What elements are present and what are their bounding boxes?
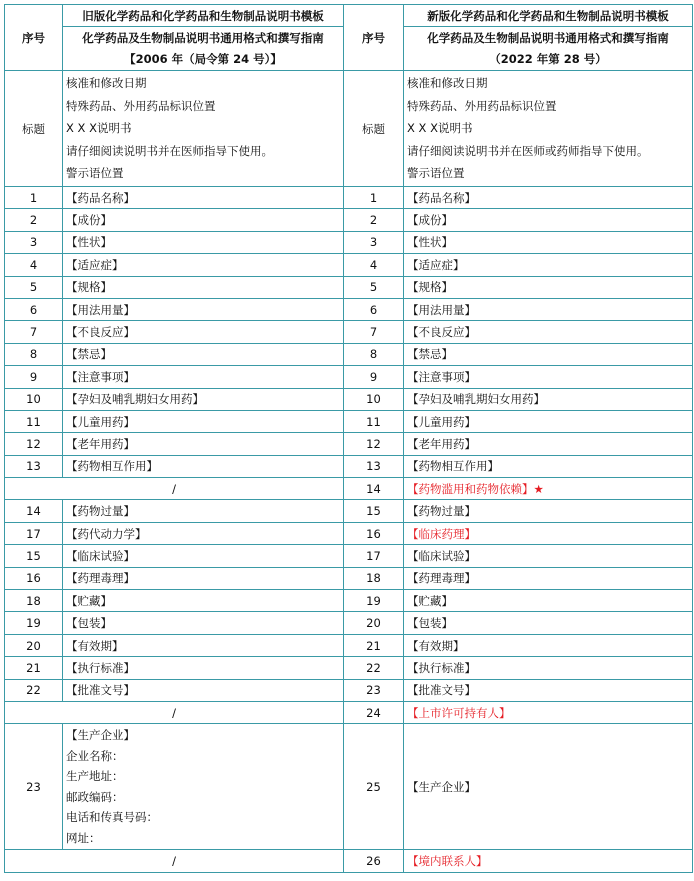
table-row (5, 701, 693, 723)
header-new-title-1: 新版化学药品和化学药品和生物制品说明书模板 (404, 5, 693, 27)
table-row (5, 478, 693, 500)
title-lines-old (63, 71, 344, 187)
new-seq-number: 13 (344, 455, 404, 477)
header-seq-new: 序号 (344, 5, 404, 71)
table-row (5, 522, 693, 544)
new-section-name: 【临床药理】 (404, 522, 693, 544)
old-section-name: 【贮藏】 (63, 590, 344, 612)
new-section-name: 【生产企业】 (404, 724, 693, 850)
new-seq-number: 25 (344, 724, 404, 850)
new-section-name: 【药理毒理】 (404, 567, 693, 589)
old-section-name: 【药代动力学】 (63, 522, 344, 544)
title-line: 警示语位置 (407, 166, 465, 181)
table-row (5, 850, 693, 872)
new-seq-number: 8 (344, 343, 404, 365)
old-section-name: 【适应症】 (63, 254, 344, 276)
old-section-name: 【用法用量】 (63, 298, 344, 320)
title-line: X X X说明书 (407, 121, 473, 136)
old-seq-number: 1 (5, 187, 63, 209)
new-section-name: 【临床试验】 (404, 545, 693, 567)
old-seq-number: 4 (5, 254, 63, 276)
new-seq-number: 11 (344, 410, 404, 432)
old-seq-number: 8 (5, 343, 63, 365)
old-seq-number: 7 (5, 321, 63, 343)
table-row (5, 500, 693, 522)
old-seq-number: 19 (5, 612, 63, 634)
producer-line: 企业名称： (66, 748, 124, 763)
old-section-name: 【性状】 (63, 231, 344, 253)
new-seq-number: 23 (344, 679, 404, 701)
new-section-name: 【批准文号】 (404, 679, 693, 701)
old-seq-number: 15 (5, 545, 63, 567)
title-label-new: 标题 (344, 71, 404, 187)
new-seq-number: 3 (344, 231, 404, 253)
new-section-name: 【用法用量】 (404, 298, 693, 320)
old-seq-number: 22 (5, 679, 63, 701)
table-row (5, 455, 693, 477)
old-section-name: 【药品名称】 (63, 187, 344, 209)
old-seq-number: 21 (5, 657, 63, 679)
new-seq-number: 22 (344, 657, 404, 679)
table-row (5, 634, 693, 656)
title-line: X X X说明书 (66, 121, 132, 136)
title-line: 核准和修改日期 (66, 76, 147, 91)
new-section-name: 【成份】 (404, 209, 693, 231)
new-section-name: 【孕妇及哺乳期妇女用药】 (404, 388, 693, 410)
old-seq-number: 11 (5, 410, 63, 432)
old-section-name: 【执行标准】 (63, 657, 344, 679)
old-section-name: 【规格】 (63, 276, 344, 298)
header-old-title-1: 旧版化学药品和化学药品和生物制品说明书模板 (63, 5, 344, 27)
new-seq-number: 24 (344, 701, 404, 723)
merged-old-empty: / (5, 850, 344, 872)
table-row (5, 209, 693, 231)
old-seq-number: 20 (5, 634, 63, 656)
title-line: 请仔细阅读说明书并在医师或药师指导下使用。 (407, 143, 649, 158)
new-seq-number: 20 (344, 612, 404, 634)
table-row (5, 433, 693, 455)
new-seq-number: 4 (344, 254, 404, 276)
producer-line: 生产地址： (66, 769, 124, 784)
table-row (5, 612, 693, 634)
old-seq-number: 18 (5, 590, 63, 612)
new-section-name: 【上市许可持有人】 (404, 701, 693, 723)
new-seq-number: 14 (344, 478, 404, 500)
old-seq-number: 16 (5, 567, 63, 589)
old-section-name: 【包装】 (63, 612, 344, 634)
new-seq-number: 9 (344, 366, 404, 388)
title-line: 特殊药品、外用药品标识位置 (407, 98, 557, 113)
new-section-name: 【境内联系人】 (404, 850, 693, 872)
old-section-name: 【老年用药】 (63, 433, 344, 455)
header-new-title-3: （2022 年第 28 号） (404, 49, 693, 71)
new-section-name: 【注意事项】 (404, 366, 693, 388)
table-row (5, 590, 693, 612)
old-section-name: 【药理毒理】 (63, 567, 344, 589)
old-seq-number: 12 (5, 433, 63, 455)
old-producer-lines (63, 724, 344, 850)
old-seq-number: 6 (5, 298, 63, 320)
old-seq-number: 5 (5, 276, 63, 298)
old-section-name: 【有效期】 (63, 634, 344, 656)
table-row (5, 545, 693, 567)
title-line: 请仔细阅读说明书并在医师指导下使用。 (66, 143, 273, 158)
new-section-name: 【执行标准】 (404, 657, 693, 679)
old-section-name: 【临床试验】 (63, 545, 344, 567)
title-lines-new (404, 71, 693, 187)
table-row (5, 276, 693, 298)
new-section-name: 【药品名称】 (404, 187, 693, 209)
title-line: 核准和修改日期 (407, 76, 488, 91)
new-seq-number: 6 (344, 298, 404, 320)
table-row (5, 388, 693, 410)
new-seq-number: 17 (344, 545, 404, 567)
title-label-old: 标题 (5, 71, 63, 187)
table-row (5, 657, 693, 679)
new-seq-number: 12 (344, 433, 404, 455)
new-seq-number: 18 (344, 567, 404, 589)
old-seq-number: 13 (5, 455, 63, 477)
new-seq-number: 10 (344, 388, 404, 410)
new-seq-number: 5 (344, 276, 404, 298)
new-section-name: 【禁忌】 (404, 343, 693, 365)
new-section-name: 【药物过量】 (404, 500, 693, 522)
old-section-name: 【成份】 (63, 209, 344, 231)
old-section-name: 【药物过量】 (63, 500, 344, 522)
new-section-name: 【儿童用药】 (404, 410, 693, 432)
new-seq-number: 7 (344, 321, 404, 343)
table-row (5, 567, 693, 589)
title-line: 警示语位置 (66, 166, 124, 181)
table-row (5, 254, 693, 276)
old-section-name: 【不良反应】 (63, 321, 344, 343)
merged-old-empty: / (5, 478, 344, 500)
header-old-title-2: 化学药品及生物制品说明书通用格式和撰写指南 (63, 27, 344, 49)
old-seq-number: 10 (5, 388, 63, 410)
new-seq-number: 1 (344, 187, 404, 209)
new-seq-number: 2 (344, 209, 404, 231)
header-seq-old: 序号 (5, 5, 63, 71)
old-section-name: 【药物相互作用】 (63, 455, 344, 477)
comparison-table (4, 4, 693, 873)
table-row (5, 231, 693, 253)
producer-line: 【生产企业】 (66, 728, 135, 743)
old-seq-number: 14 (5, 500, 63, 522)
new-seq-number: 19 (344, 590, 404, 612)
old-seq-number: 9 (5, 366, 63, 388)
old-section-name: 【禁忌】 (63, 343, 344, 365)
table-row (5, 679, 693, 701)
old-seq-number: 17 (5, 522, 63, 544)
new-section-name: 【有效期】 (404, 634, 693, 656)
new-section-name: 【药物滥用和药物依赖】★ (404, 478, 693, 500)
table-row (5, 321, 693, 343)
producer-line: 邮政编码： (66, 789, 124, 804)
producer-row (5, 724, 693, 850)
old-section-name: 【批准文号】 (63, 679, 344, 701)
merged-old-empty: / (5, 701, 344, 723)
new-section-name: 【包装】 (404, 612, 693, 634)
table-row (5, 410, 693, 432)
new-section-name: 【不良反应】 (404, 321, 693, 343)
title-line: 特殊药品、外用药品标识位置 (66, 98, 216, 113)
producer-line: 电话和传真号码： (66, 810, 158, 825)
table-row (5, 343, 693, 365)
header-old-title-3: 【2006 年（局令第 24 号）】 (63, 49, 344, 71)
table-row (5, 298, 693, 320)
new-section-name: 【药物相互作用】 (404, 455, 693, 477)
old-seq-number: 2 (5, 209, 63, 231)
producer-line: 网址： (66, 830, 101, 845)
table-row (5, 366, 693, 388)
old-seq-number: 23 (5, 724, 63, 850)
new-seq-number: 15 (344, 500, 404, 522)
old-seq-number: 3 (5, 231, 63, 253)
old-section-name: 【孕妇及哺乳期妇女用药】 (63, 388, 344, 410)
new-seq-number: 21 (344, 634, 404, 656)
new-section-name: 【老年用药】 (404, 433, 693, 455)
new-section-name: 【性状】 (404, 231, 693, 253)
new-section-name: 【适应症】 (404, 254, 693, 276)
table-row (5, 187, 693, 209)
new-seq-number: 26 (344, 850, 404, 872)
old-section-name: 【注意事项】 (63, 366, 344, 388)
new-section-name: 【贮藏】 (404, 590, 693, 612)
new-section-name: 【规格】 (404, 276, 693, 298)
header-new-title-2: 化学药品及生物制品说明书通用格式和撰写指南 (404, 27, 693, 49)
old-section-name: 【儿童用药】 (63, 410, 344, 432)
new-seq-number: 16 (344, 522, 404, 544)
